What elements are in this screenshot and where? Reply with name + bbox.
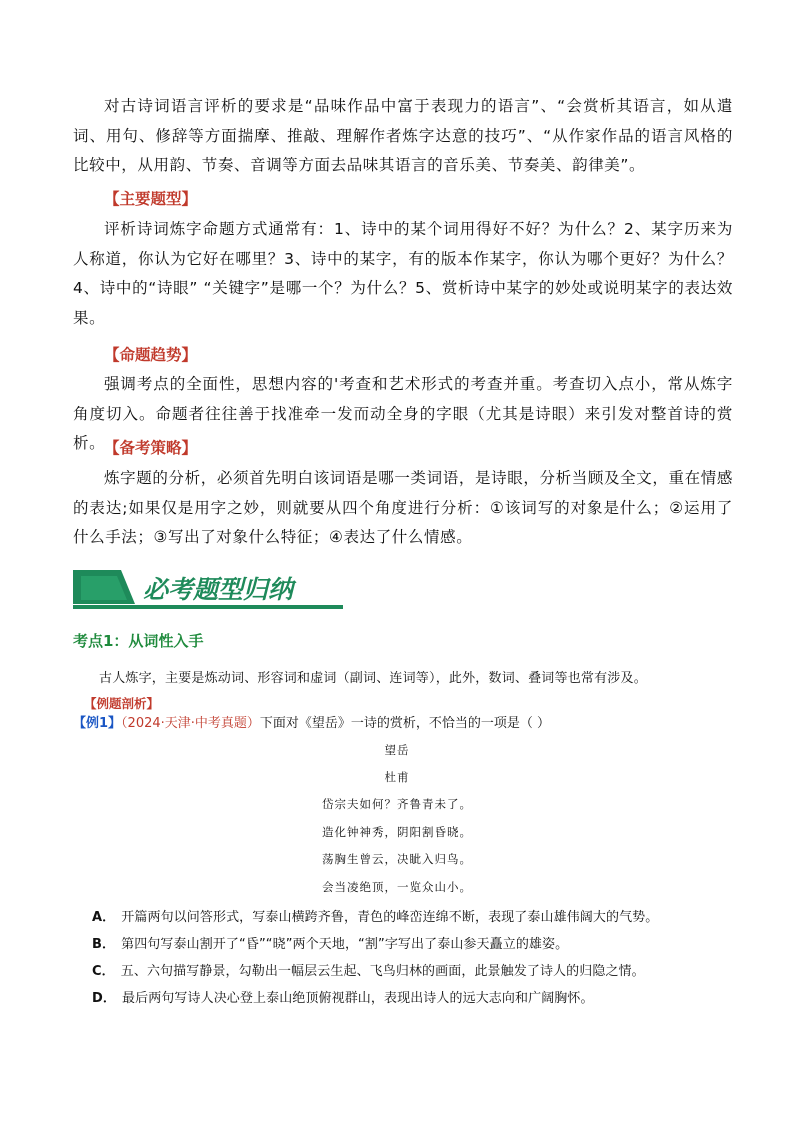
poem-title: 望岳 (384, 743, 410, 757)
poem-line: 岱宗夫如何？齐鲁青未了。 (322, 797, 472, 811)
option-letter: D． (92, 991, 116, 1006)
option-letter: B． (92, 937, 116, 952)
section-banner (73, 568, 343, 612)
example-label: 【例1】 (73, 716, 122, 731)
strategy-heading: 【备考策略】 (104, 439, 198, 457)
intro-paragraph: 对古诗词语言评析的要求是“品味作品中富于表现力的语言”、“会赏析其语言，如从遣词、用句、修辞等方面揣摩、推敲、理解作者炼字达意的技巧”、“从作家作品的语言风格的比较中，从用韵、节奏、音调等方面去品味其语言的音乐美、节奏美、韵律美”。 (73, 97, 733, 174)
poem-line: 造化钟神秀，阴阳割昏晓。 (322, 825, 472, 839)
banner-title: 必考题型归纳 (143, 575, 294, 604)
poem-author: 杜甫 (384, 770, 410, 784)
option-text: 开篇两句以问答形式，写泰山横跨齐鲁，青色的峰峦连绵不断，表现了泰山雄伟阔大的气势。 (121, 910, 659, 925)
example-question-line (73, 712, 550, 731)
main-types-body: 评析诗词炼字命题方式通常有：1、诗中的某个词用得好不好？为什么？2、某字历来为人称道，你认为它好在哪里？3、诗中的某字，有的版本作某字，你认为哪个更好？为什么？4、诗中的“诗眼” “关键字”是哪一个？为什么？5、赏析诗中某字的妙处或说明某字的表达效果。 (73, 220, 733, 327)
option-d (92, 987, 742, 1006)
kaodian-title: 考点1：从词性入手 (73, 632, 204, 650)
banner-underline (73, 605, 343, 609)
main-types-heading: 【主要题型】 (104, 190, 198, 208)
option-a (92, 906, 742, 925)
poem-line: 会当凌绝顶，一览众山小。 (322, 880, 472, 894)
trend-heading: 【命题趋势】 (104, 346, 198, 364)
option-text: 五、六句描写静景，勾勒出一幅层云生起、飞鸟归林的画面，此景触发了诗人的归隐之情。 (120, 964, 645, 979)
option-b (92, 933, 742, 952)
strategy-body: 炼字题的分析，必须首先明白该词语是哪一类词语，是诗眼，分析当顾及全文，重在情感的表达;如果仅是用字之妙，则就要从四个角度进行分析：①该词写的对象是什么；②运用了什么手法；③写出了对象什么特征；④表达了什么情感。 (73, 469, 733, 546)
option-c (92, 960, 742, 979)
option-text: 最后两句写诗人决心登上泰山绝顶俯视群山，表现出诗人的远大志向和广阔胸怀。 (122, 991, 594, 1006)
example-source: （2024·天津·中考真题） (121, 716, 260, 731)
poem-line: 荡胸生曾云，决眦入归鸟。 (322, 852, 472, 866)
option-letter: C． (92, 964, 115, 979)
example-tag: 【例题剖析】 (84, 696, 160, 711)
kaodian-body: 古人炼字，主要是炼动词、形容词和虚词（副词、连词等），此外，数词、叠词等也常有涉及。 (99, 671, 647, 686)
option-text: 第四句写泰山割开了“昏”“晓”两个天地，“割”字写出了泰山参天矗立的雄姿。 (121, 937, 569, 952)
trend-body: 强调考点的全面性，思想内容的'考查和艺术形式的考查并重。考查切入点小，常从炼字角度切入。命题者往往善于找准牵一发而动全身的字眼（尤其是诗眼）来引发对整首诗的赏析。 (73, 375, 733, 452)
example-question: 下面对《望岳》一诗的赏析，不恰当的一项是（ ） (259, 716, 551, 731)
option-letter: A． (92, 910, 116, 925)
